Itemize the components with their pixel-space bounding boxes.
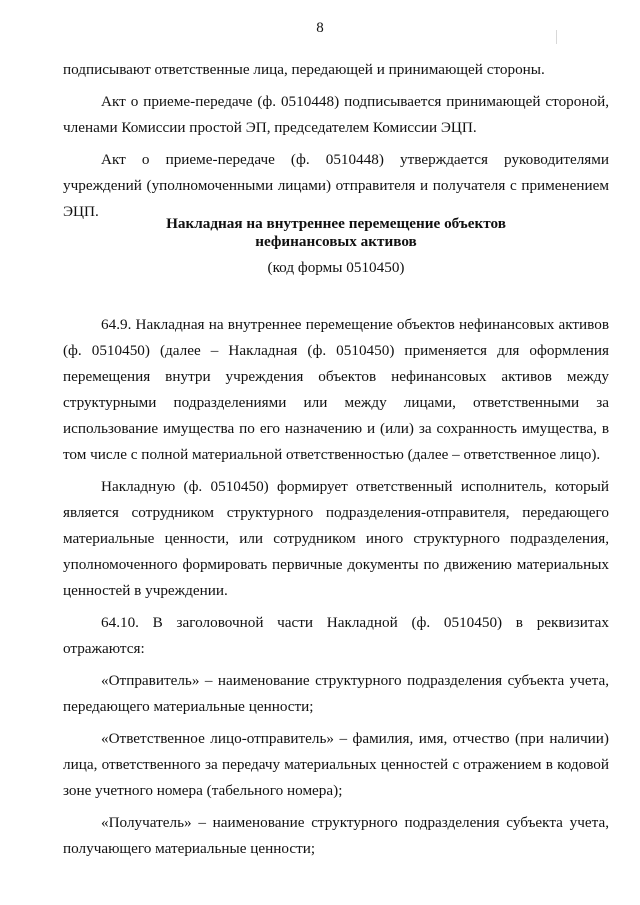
form-code: (код формы 0510450)	[267, 259, 405, 276]
paragraph-64-9: 64.9. Накладная на внутреннее перемещение объектов нефинансовых активов (ф. 0510450) (далее – Накладная (ф. 0510450) применяется для оформления перемещения внутри учреждения объектов нефинансовых активов между структурными подразделениями или между лицами, ответственными за использование имущества по его назначению и (или) за сохранность имущества, в том числе с полной материальной ответственностью (далее – ответственное лицо).	[63, 316, 609, 463]
paragraph-receiver: «Получатель» – наименование структурного подразделения субъекта учета, получающего материальные ценности;	[63, 814, 609, 857]
paragraph-64-10: 64.10. В заголовочной части Накладной (ф. 0510450) в реквизитах отражаются:	[63, 614, 609, 657]
intro-paragraph-1: подписывают ответственные лица, передающей и принимающей стороны.	[63, 61, 545, 78]
page-number: 8	[316, 20, 324, 36]
section-heading	[63, 215, 609, 277]
intro-block	[63, 57, 609, 231]
intro-paragraph-2: Акт о приеме-передаче (ф. 0510448) подписывается принимающей стороной, членами Комиссии простой ЭП, председателем Комиссии ЭЦП.	[63, 93, 609, 136]
paragraph-sender: «Отправитель» – наименование структурного подразделения субъекта учета, передающего материальные ценности;	[63, 672, 609, 715]
intro-paragraph-3: Акт о приеме-передаче (ф. 0510448) утверждается руководителями учреждений (уполномоченными лицами) отправителя и получателя с применением ЭЦП.	[63, 151, 609, 220]
section-title-line-2: нефинансовых активов	[255, 233, 417, 250]
paragraph-responsible-executor: Накладную (ф. 0510450) формирует ответственный исполнитель, который является сотрудником структурного подразделения-отправителя, передающего материальные ценности, или сотрудником иного структурного подразделения, уполномоченного формировать первичные документы по движению материальных ценностей в учреждении.	[63, 478, 609, 599]
scan-edge-mark	[556, 30, 557, 44]
main-block	[63, 312, 609, 868]
section-title-line-1: Накладная на внутреннее перемещение объектов	[166, 215, 506, 232]
paragraph-responsible-sender: «Ответственное лицо-отправитель» – фамилия, имя, отчество (при наличии) лица, ответственного за передачу материальных ценностей с отражением в кодовой зоне учетного номера (табельного номера);	[63, 730, 609, 799]
